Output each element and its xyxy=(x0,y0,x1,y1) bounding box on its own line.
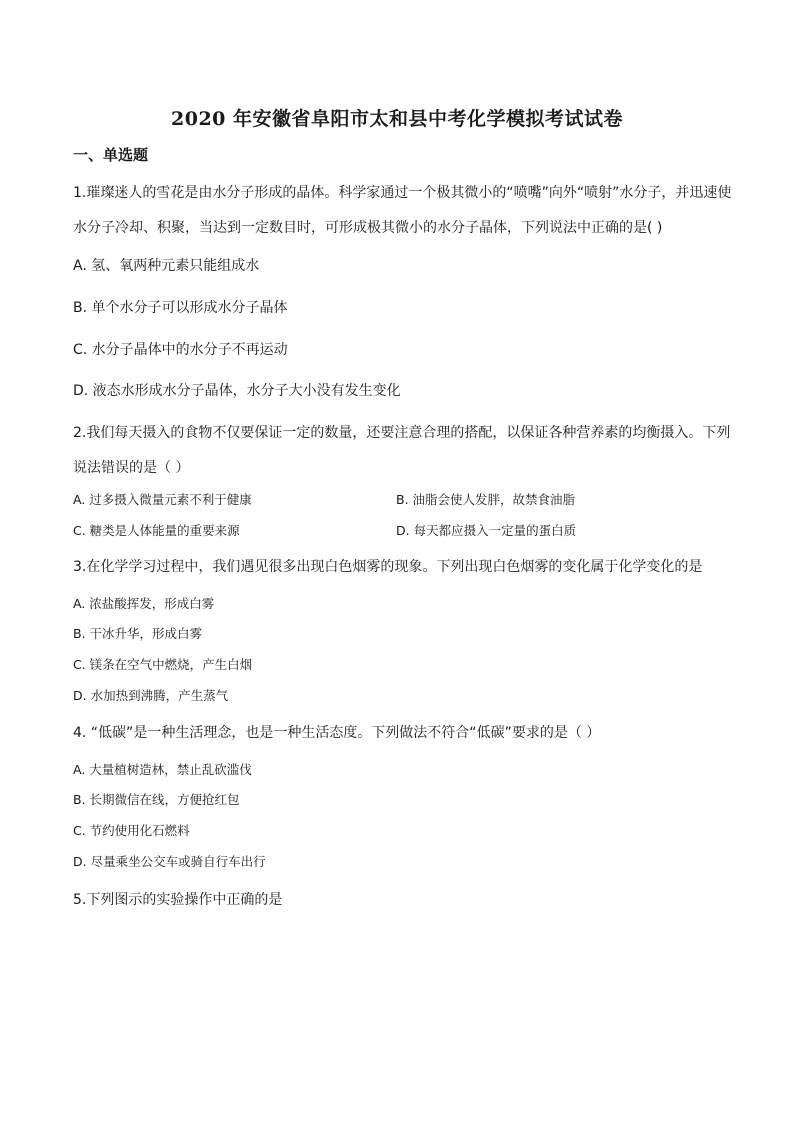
section-heading: 一、单选题 xyxy=(73,146,149,164)
q1-option-c: C. 水分子晶体中的水分子不再运动 xyxy=(73,342,288,358)
q1-stem-line1: 1.璀璨迷人的雪花是由水分子形成的晶体。科学家通过一个极其微小的“喷嘴”向外“喷射”水分子，并迅速使 xyxy=(73,185,732,201)
q4-option-a: A. 大量植树造林，禁止乱砍滥伐 xyxy=(73,762,252,777)
q3-option-a: A. 浓盐酸挥发，形成白雾 xyxy=(73,596,215,611)
q1-stem-line2: 水分子冷却、积聚，当达到一定数目时，可形成极其微小的水分子晶体，下列说法中正确的是( ) xyxy=(73,220,663,236)
q4-stem-line1: 4. “低碳”是一种生活理念，也是一种生活态度。下列做法不符合“低碳”要求的是（ ） xyxy=(73,725,601,741)
q3-option-b: B. 干冰升华，形成白雾 xyxy=(73,626,203,641)
q4-option-b: B. 长期微信在线，方便抢红包 xyxy=(73,792,240,807)
q1-option-a: A. 氢、氧两种元素只能组成水 xyxy=(73,258,260,274)
q1-option-d: D. 液态水形成水分子晶体，水分子大小没有发生变化 xyxy=(73,383,401,399)
q3-option-c: C. 镁条在空气中燃烧，产生白烟 xyxy=(73,657,253,672)
q3-stem-line1: 3.在化学学习过程中，我们遇见很多出现白色烟雾的现象。下列出现白色烟雾的变化属于化学变化的是 xyxy=(73,559,703,575)
q2-option-c: C. 糖类是人体能量的重要来源 xyxy=(73,523,240,538)
q3-option-d: D. 水加热到沸腾，产生蒸气 xyxy=(73,688,229,703)
q5-stem-line1: 5.下列图示的实验操作中正确的是 xyxy=(73,892,283,908)
q4-option-d: D. 尽量乘坐公交车或骑自行车出行 xyxy=(73,854,266,869)
q2-option-d: D. 每天都应摄入一定量的蛋白质 xyxy=(396,523,577,538)
q2-stem-line2: 说法错误的是（ ） xyxy=(73,460,190,476)
q2-stem-line1: 2.我们每天摄入的食物不仅要保证一定的数量，还要注意合理的搭配，以保证各种营养素的均衡摄入。下列 xyxy=(73,425,731,441)
q1-option-b: B. 单个水分子可以形成水分子晶体 xyxy=(73,300,288,316)
q2-option-a: A. 过多摄入微量元素不利于健康 xyxy=(73,492,252,507)
q4-option-c: C. 节约使用化石燃料 xyxy=(73,823,190,838)
exam-title: 2020 年安徽省阜阳市太和县中考化学模拟考试试卷 xyxy=(171,108,623,130)
q2-option-b: B. 油脂会使人发胖，故禁食油脂 xyxy=(396,492,576,507)
